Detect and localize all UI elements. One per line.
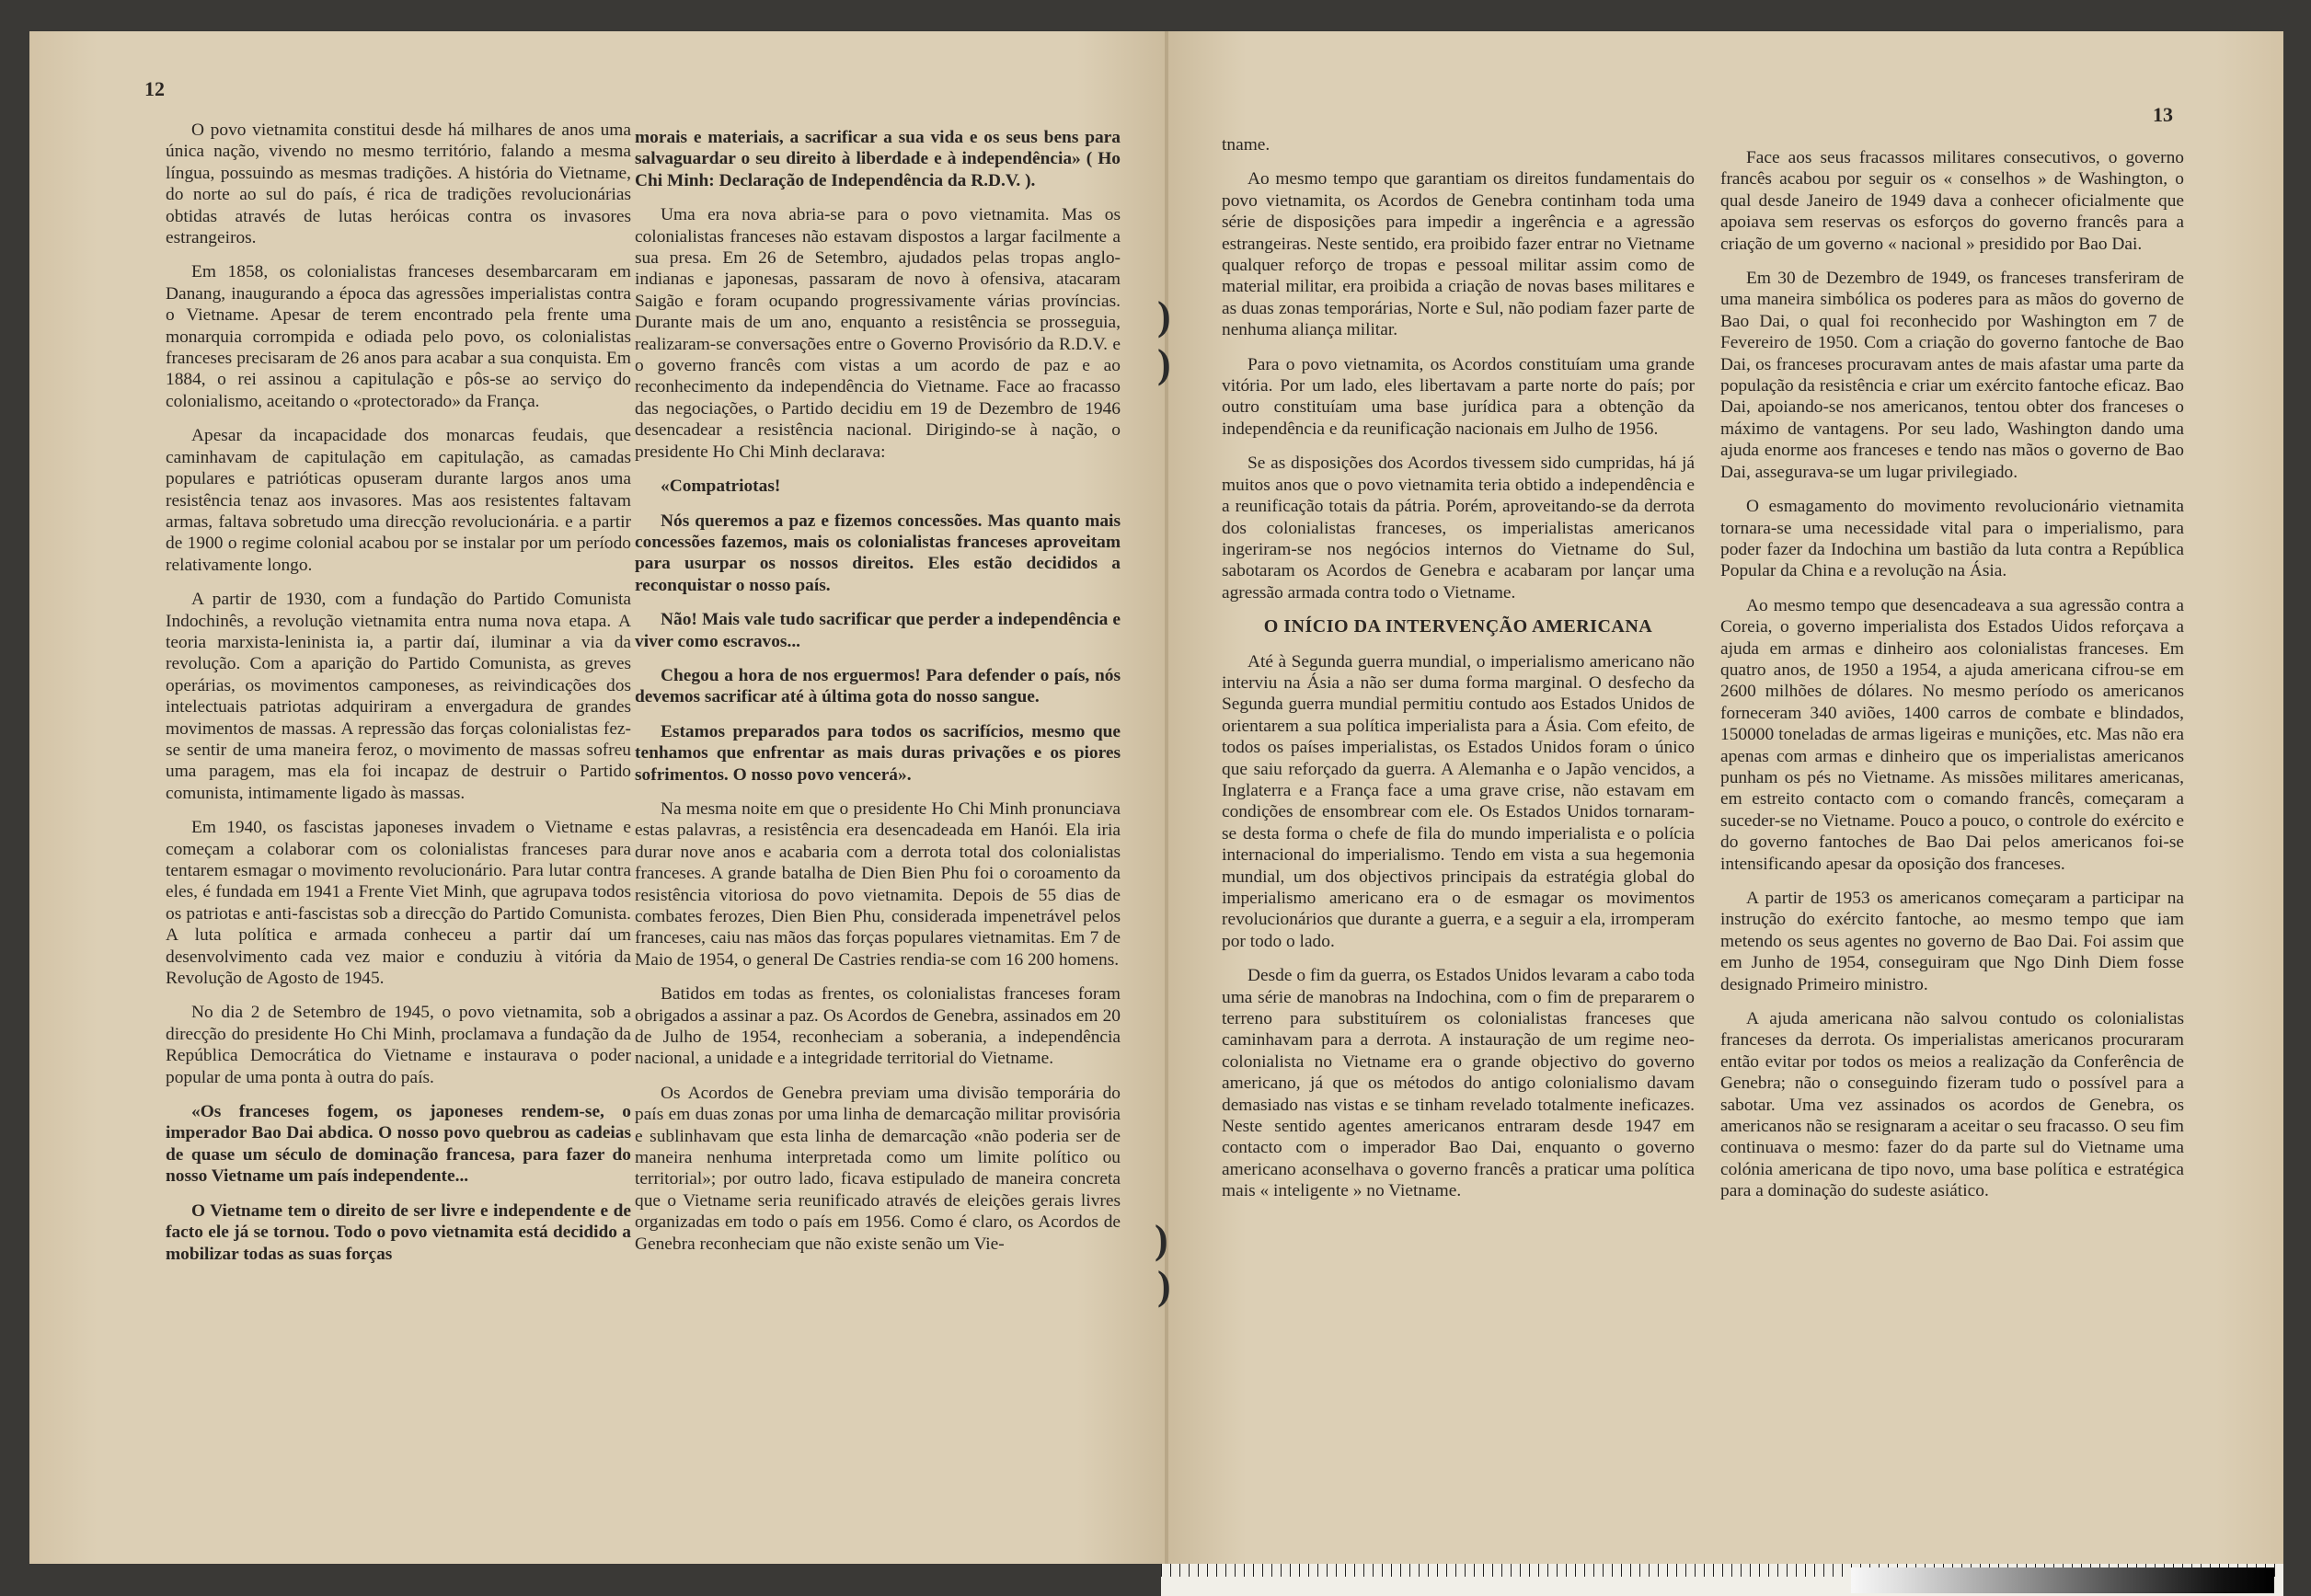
paragraph: Os Acordos de Genebra previam uma divisão temporária do país em duas zonas por uma linha de demarcação militar provisória e sublinhavam que esta linha de demarcação «não poderia ser de maneira nenhuma interpretada como um limite político ou territorial»; por outro lado, ficava estipulado de maneira concreta que o Vietname seria reunificado através de eleições gerais livres organizadas em todo o país em 1956. Como é claro, os Acordos de Genebra reconheciam que não existe senão um Vie- [635,1083,1121,1254]
staple-mark: ) [1157,293,1171,339]
paragraph: Na mesma noite em que o presidente Ho Chi Minh pronunciava estas palavras, a resistência era desencadeada em Hanói. Ela iria durar nove anos e acabaria com a derrota total dos colonialistas franceses. A grande batalha de Dien Bien Phu foi o coroamento da resistência vitoriosa do povo vietnamita. Depois de 55 dias de combates ferozes, Dien Bien Phu, considerada impenetrável pelos franceses, caiu nas mãos das forças populares vietnamitas. Em 7 de Maio de 1954, o general De Castries rendia-se com 16 200 homens. [635,798,1121,970]
paragraph: «Compatriotas! [661,477,781,497]
paragraph: Em 1940, os fascistas japoneses invadem o Vietname e começam a colaborar com os colonialistas franceses para tentarem esmagar o movimento revolucionário. Para lutar contra eles, é fundada em 1941 a Frente Viet Minh, que agrupava todos os patriotas e anti-fascistas sob a direcção do Partido Comunista. A luta política e armada conheceu a partir daí um desenvolvimento cada vez maior e conduziu à vitória da Revolução de Agosto de 1945. [166,818,631,989]
paragraph: Estamos preparados para todos os sacrifícios, mesmo que tenhamos que enfrentar as mais duras privações e os piores sofrimentos. O nosso povo vencerá». [635,721,1121,785]
paragraph: O Vietname tem o direito de ser livre e independente e de facto ele já se tornou. Todo o povo vietnamita está decidido a mobilizar todas as suas forças [166,1200,631,1264]
paragraph: A partir de 1930, com a fundação do Partido Comunista Indochinês, a revolução vietnamita entra numa nova etapa. A teoria marxista-leninista ia, a partir daí, iluminar a via da revolução. Com a aparição do Partido Comunista, as greves operárias, os movimentos camponeses, as reivindicações dos intelectuais patriotas adquiriram a envergadura de grandes movimentos de massas. A repressão das forças colonialistas fez-se sentir de uma maneira feroz, o movimento de massas sofreu uma paragem, mas ela foi incapaz de destruir o Partido comunista, intimamente ligado às massas. [166,590,631,803]
staple-mark: ) [1155,1217,1168,1262]
paragraph: Em 1858, os colonialistas franceses desembarcaram em Danang, inaugurando a época das agressões imperialistas contra o Vietname. Apesar de terem encontrado pela frente uma monarquia corrompida e odiada pelo povo, os colonialistas franceses precisaram de 26 anos para acabar a sua conquista. Em 1884, o rei assinou a capitulação e pôs-se ao serviço do colonialismo, aceitando o «protectorado» da França. [166,262,631,411]
paragraph: Não! Mais vale tudo sacrificar que perder a independência e viver como escravos... [635,610,1121,651]
right-page [1168,31,2283,1564]
page-number-left: 12 [144,77,165,100]
page-number-right: 13 [2153,103,2173,126]
paragraph: Nós queremos a paz e fizemos concessões. Mas quanto mais concessões fazemos, mais os colonialistas franceses aproveitam para usurpar os nossos direitos. Eles estão decididos a reconquistar o nosso país. [635,511,1121,595]
paragraph: Se as disposições dos Acordos tivessem sido cumpridas, há já muitos anos que o povo vietnamita teria obtido a independência e a reunificação totais da pátria. Porém, aproveitando-se da derrota dos colonialistas franceses, os imperialistas americanos ingeriram-se nos negócios internos do Vietname do Sul, sabotaram os Acordos de Genebra e acabaram por lançar uma agressão armada contra todo o Vietname. [1222,454,1695,603]
paragraph: «Os franceses fogem, os japoneses rendem-se, o imperador Bao Dai abdica. O nosso povo quebrou as cadeias de quase um século de dominação francesa, para fazer do nosso Vietname um país independente... [166,1102,631,1187]
paragraph: Ao mesmo tempo que desencadeava a sua agressão contra a Coreia, o governo imperialista dos Estados Uidos reforçava a ajuda em armas e dinheiro aos colonialistas franceses. Em quatro anos, de 1950 a 1954, a ajuda americana cifrou-se em 2600 milhões de dólares. No mesmo período os americanos forneceram 340 aviões, 1400 carros de combate e blindados, 150000 toneladas de armas ligeiras e munições, etc. Mas não era apenas com armas e dinheiro que os imperialistas americanos punham os pés no Vietname. As missões militares americanas, em estreito contacto com o comando francês, começaram a suceder-se no Vietname. Pouco a pouco, o controle do exército e do governo fantoches de Bao Dai pelos americanos foi-se intensificando apesar da oposição dos franceses. [1720,595,2184,874]
paragraph: Uma era nova abria-se para o povo vietnamita. Mas os colonialistas franceses não estavam dispostos a largar facilmente a sua presa. Em 26 de Setembro, ajudados pelas tropas anglo-indianas e japonesas, passaram de novo à ofensiva, atacaram Saigão e foram ocupando progressivamente várias províncias. Durante mais de um ano, enquanto a resistência se prosseguia, realizaram-se conversações entre o Governo Provisório da R.D.V. e o governo francês com vistas a um acordo de paz e ao reconhecimento da independência do Vietname. Face ao fracasso das negociações, o Partido decidiu em 19 de Dezembro de 1946 desencadear a resistência nacional. Dirigindo-se à nação, o presidente Ho Chi Minh declarava: [635,205,1121,462]
paragraph: tname. [1222,135,1270,155]
paragraph: Batidos em todas as frentes, os colonialistas franceses foram obrigados a assinar a paz. Os Acordos de Genebra, assinados em 20 de Julho de 1954, reconheciam a soberania, a independência nacional, a unidade e a integridade territorial do Vietname. [635,984,1121,1069]
staple-mark: ) [1157,1263,1171,1308]
right-page-column-2 [1720,147,2184,1215]
right-page-column-1 [1222,134,1695,1215]
grayscale-strip [1851,1567,2274,1593]
paragraph: No dia 2 de Setembro de 1945, o povo vietnamita, sob a direcção do presidente Ho Chi Minh, proclamava a fundação da República Democrática do Vietname e instaurava o poder popular de uma ponta à outra do país. [166,1003,631,1087]
paragraph: O esmagamento do movimento revolucionário vietnamita tornara-se uma necessidade vital para o imperialismo, para poder fazer da Indochina um bastião da luta contra a República Popular da China e a revolução na Ásia. [1720,497,2184,581]
paragraph: Até à Segunda guerra mundial, o imperialismo americano não interviu na Ásia a não ser duma forma marginal. O desfecho da Segunda guerra mundial permitiu contudo aos Estados Unidos de orientarem a sua política imperialista para a Ásia. Com efeito, de todos os países imperialistas, os Estados Unidos foram o único que saiu reforçado da guerra. A Alemanha e o Japão vencidos, a Inglaterra e a França face a uma grave crise, não estavam em condições de ensombrear com ele. Os Estados Unidos tornaram-se desta forma o chefe de fila do mundo imperialista e o polícia internacional do imperialismo. Tendo em vista a sua hegemonia mundial, um dos objectivos principais da estratégia global do imperialismo americano era o de esmagar os movimentos revolucionários que durante a guerra, e a seguir a ela, irromperam por todo o lado. [1222,651,1695,951]
staple-mark: ) [1157,341,1171,386]
scan-color-scale [1161,1564,2283,1596]
paragraph: Ao mesmo tempo que garantiam os direitos fundamentais do povo vietnamita, os Acordos de Genebra continham toda uma série de disposições para impedir a ingerência e a agressão estrangeiras. Neste sentido, era proibido fazer entrar no Vietname qualquer reforço de tropas e pessoal militar assim como de material militar, era proibida a criação de novas bases militares e as duas zonas temporárias, Norte e Sul, não podiam fazer parte de nenhuma aliança militar. [1222,169,1695,340]
left-page-column-1 [166,120,631,1278]
paragraph: Chegou a hora de nos erguermos! Para defender o país, nós devemos sacrificar até à última gota do nosso sangue. [635,665,1121,707]
left-page [29,31,1168,1564]
paragraph: A partir de 1953 os americanos começaram a participar na instrução do exército fantoche, ao mesmo tempo que iam metendo os seus agentes no governo de Bao Dai. Foi assim que em Junho de 1954, conseguiram que Ngo Dinh Diem fosse designado Primeiro ministro. [1720,889,2184,994]
paragraph: Para o povo vietnamita, os Acordos constituíam uma grande vitória. Por um lado, eles libertavam a parte norte do país; por outro constituíam uma base jurídica para a obtenção da independência e da reunificação nacionais em Julho de 1956. [1222,354,1695,439]
paragraph: morais e materiais, a sacrificar a sua vida e os seus bens para salvaguardar o seu direito à liberdade e à independência» ( Ho Chi Minh: Declaração de Independência da R.D.V. ). [635,128,1121,190]
paragraph: A ajuda americana não salvou contudo os colonialistas franceses da derrota. Os imperialistas americanos procuraram então evitar por todos os meios a realização da Conferência de Genebra; não o conseguindo fizeram tudo o possível para a sabotar. Uma vez assinados os acordos de Genebra, os americanos não se resignaram a aceitar o seu fracasso. O seu fim continuava o mesmo: fazer do da parte sul do Vietname uma colónia americana de tipo novo, uma base política e estratégica para a dominação do sudeste asiático. [1720,1009,2184,1201]
paragraph: Apesar da incapacidade dos monarcas feudais, que caminhavam de capitulação em capitulação, as camadas populares e patrióticas opuseram durante largos anos uma resistência tenaz aos invasores. Mas aos resistentes faltavam armas, faltava sobretudo uma direcção revolucionária. e a partir de 1900 o regime colonial acabou por se instalar por um período relativamente longo. [166,426,631,575]
paragraph: Desde o fim da guerra, os Estados Unidos levaram a cabo toda uma série de manobras na Indochina, com o fim de prepararem o terreno para substituírem os colonialistas franceses que caminhavam para a derrota. A instauração de um regime neo-colonialista no Vietname era o grande objectivo do governo americano, já que os métodos do antigo colonialismo davam demasiado nas vistas e se tinham revelado totalmente ineficazes. Neste sentido agentes americanos entraram desde 1947 em contacto com o imperador Bao Dai, enquanto o governo americano aconselhava o governo francês a praticar uma política mais « inteligente » no Vietname. [1222,966,1695,1201]
paragraph: O povo vietnamita constitui desde há milhares de anos uma única nação, vivendo no mesmo território, falando a mesma língua, possuindo as mesmas tradições. A história do Vietname, do norte ao sul do país, é rica de tradições revolucionárias obtidas através de lutas heróicas contra os invasores estrangeiros. [166,121,631,248]
left-page-column-2 [635,127,1121,1268]
paragraph: Face aos seus fracassos militares consecutivos, o governo francês acabou por seguir os « conselhos » de Washington, o qual desde Janeiro de 1949 dava a conhecer oficialmente que apoiava sem reservas os esforços do governo francês para a criação de um governo « nacional » presidido por Bao Dai. [1720,148,2184,254]
section-heading: O INÍCIO DA INTERVENÇÃO AMERICANA [1263,616,1653,637]
paragraph: Em 30 de Dezembro de 1949, os franceses transferiram de uma maneira simbólica os poderes para as mãos do governo de Bao Dai, o qual foi reconhecido por Washington em 7 de Fevereiro de 1950. Com a criação do governo fantoche de Bao Dai, os franceses procuravam antes de mais afastar uma parte da população da resistência e criar um exército fantoche eficaz. Bao Dai, apoiando-se nos americanos, tentou obter dos franceses o máximo de vantagens. Por seu lado, Washington dando uma ajuda enorme aos franceses e tendo nas mãos o governo de Bao Dai, assegurava-se um lugar privilegiado. [1720,269,2184,482]
